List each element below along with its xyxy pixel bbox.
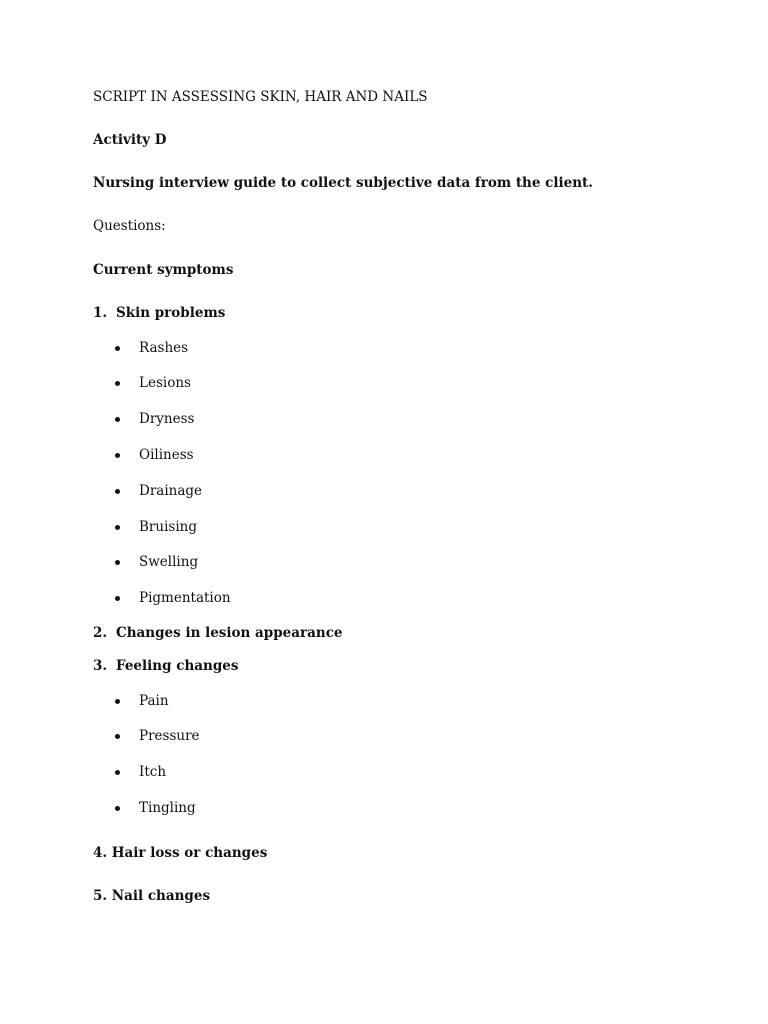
bullet-icon xyxy=(115,489,120,494)
bullet-icon xyxy=(115,734,120,739)
bullet-icon xyxy=(115,417,120,422)
question-2-number: 2. xyxy=(93,625,108,641)
question-5: 5. Nail changes xyxy=(93,888,211,904)
bullet-icon xyxy=(115,596,120,601)
bullet-icon xyxy=(115,806,120,811)
questions-label: Questions: xyxy=(93,218,166,234)
document-page: SCRIPT IN ASSESSING SKIN, HAIR AND NAILS Activity D Nursing interview guide to collect subjective data from the client. Questions: Current symptoms 1. Skin problems Rashes Lesions Dryness Oiliness Drainage Bruising Swelling Pigmentation 2. Changes in lesion appearance 3. Feeling changes Pain Pressure Itch Tingling 4. Hair loss or changes 5. Nail changes xyxy=(0,0,768,1024)
guide-description: Nursing interview guide to collect subjective data from the client. xyxy=(93,175,593,191)
bullet-icon xyxy=(115,699,120,704)
question-3 xyxy=(93,657,238,675)
question-3-number: 3. xyxy=(93,658,108,674)
question-3-label: Feeling changes xyxy=(116,658,239,674)
question-1-number: 1. xyxy=(93,305,108,321)
bullet-icon xyxy=(115,560,120,565)
question-1-label: Skin problems xyxy=(116,305,226,321)
bullet-icon xyxy=(115,525,120,530)
question-2-label: Changes in lesion appearance xyxy=(116,625,343,641)
activity-heading: Activity D xyxy=(93,132,167,148)
bullet-icon xyxy=(115,770,120,775)
question-1 xyxy=(93,304,225,322)
section-heading: Current symptoms xyxy=(93,262,234,278)
bullet-icon xyxy=(115,346,120,351)
question-2 xyxy=(93,624,343,642)
bullet-icon xyxy=(115,453,120,458)
document-title: SCRIPT IN ASSESSING SKIN, HAIR AND NAILS xyxy=(93,89,428,105)
question-4: 4. Hair loss or changes xyxy=(93,845,268,861)
bullet-icon xyxy=(115,381,120,386)
